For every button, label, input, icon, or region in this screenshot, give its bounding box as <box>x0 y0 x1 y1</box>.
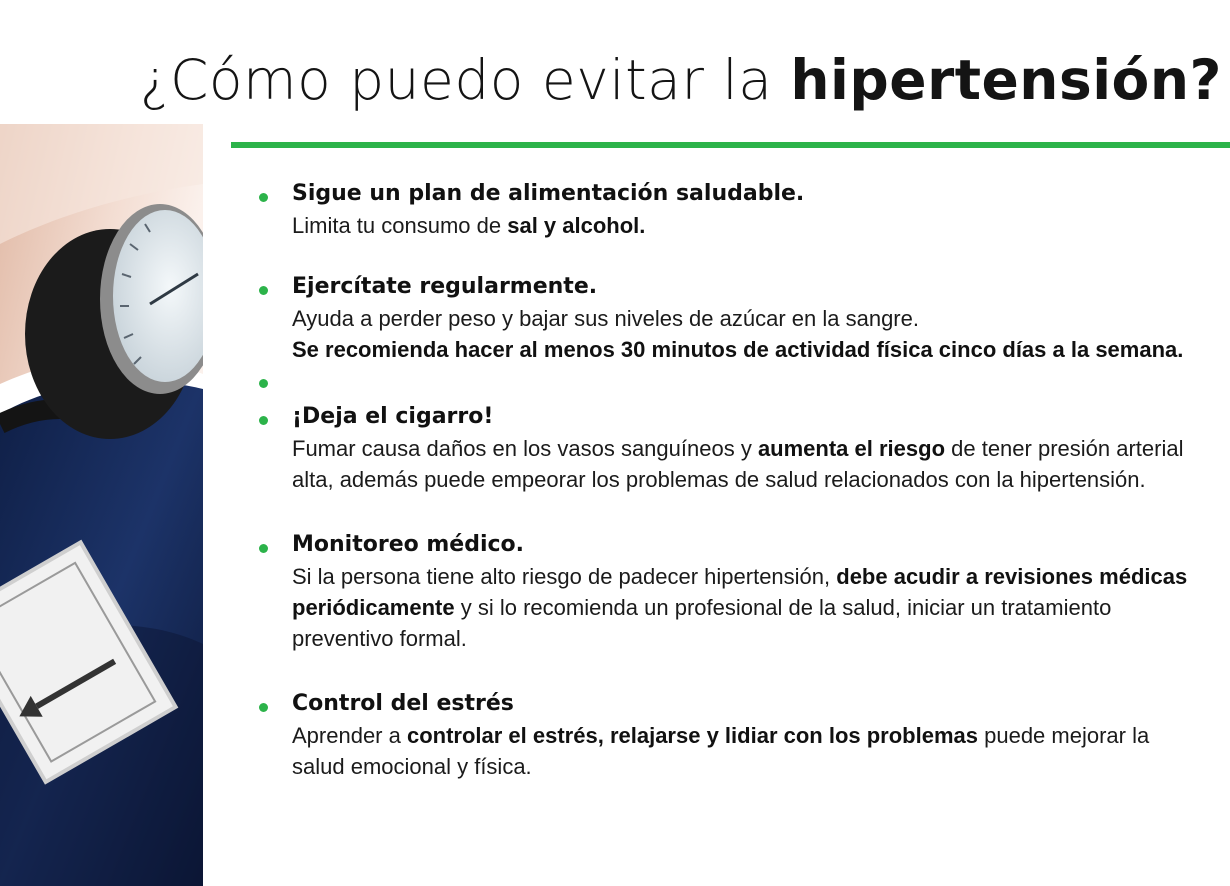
item-heading: Control del estrés <box>292 691 514 716</box>
item-body: Fumar causa daños en los vasos sanguíneos y aumenta el riesgo de tener presión arterial alta, además puede empeorar los problemas de salud relacionados con la hipertensión. <box>292 436 1184 492</box>
bullet-icon <box>259 286 268 295</box>
bullet-icon <box>259 416 268 425</box>
bullet-icon <box>259 193 268 202</box>
list-item <box>258 529 1198 654</box>
bullet-icon <box>259 379 268 388</box>
list-item <box>258 688 1198 782</box>
bullet-icon <box>259 544 268 553</box>
item-heading: Ejercítate regularmente. <box>292 274 598 299</box>
item-body: Aprender a controlar el estrés, relajarse y lidiar con los problemas puede mejorar la salud emocional y física. <box>292 723 1150 779</box>
blood-pressure-cuff-image <box>0 124 203 886</box>
item-body: Limita tu consumo de sal y alcohol. <box>292 213 646 238</box>
bullet-icon <box>259 703 268 712</box>
item-heading: ¡Deja el cigarro! <box>292 404 494 429</box>
list-item <box>258 401 1198 495</box>
item-body: Ayuda a perder peso y bajar sus niveles de azúcar en la sangre. Se recomienda hacer al menos 30 minutos de actividad física cinco días a la semana. <box>292 306 1184 362</box>
prevention-tips-list <box>258 178 1198 812</box>
title-light: ¿Cómo puedo evitar la <box>140 48 791 112</box>
item-heading: Sigue un plan de alimentación saludable. <box>292 181 805 206</box>
page-title <box>140 40 1222 120</box>
item-body: Si la persona tiene alto riesgo de padecer hipertensión, debe acudir a revisiones médicas periódicamente y si lo recomienda un profesional de la salud, iniciar un tratamiento preventivo formal. <box>292 564 1188 651</box>
title-bold: hipertensión? <box>790 48 1222 112</box>
item-heading: Monitoreo médico. <box>292 532 525 557</box>
title-divider <box>231 142 1230 148</box>
list-item <box>258 178 1198 241</box>
list-item <box>258 271 1198 365</box>
